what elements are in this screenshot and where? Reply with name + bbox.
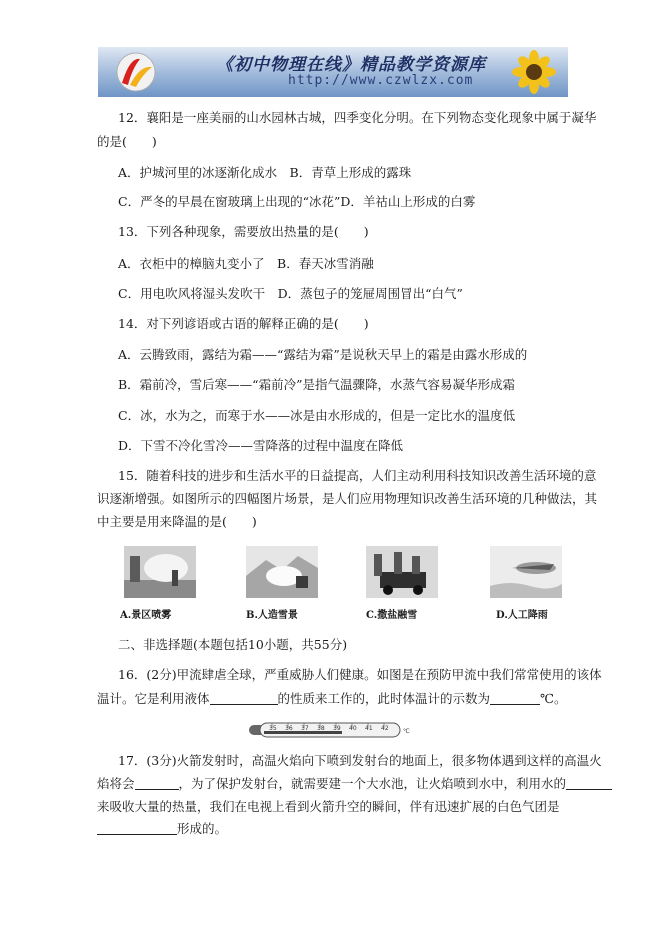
q12-stem-line2: 的是( ): [97, 134, 157, 149]
q15-stem-line3: 中主要是用来降温的是( ): [97, 514, 257, 529]
scale-unit: ℃: [403, 728, 410, 735]
scale-41: 41: [365, 725, 373, 732]
scale-40: 40: [349, 725, 357, 732]
scale-36: 36: [285, 725, 293, 732]
salt-melting-snow-image: [366, 546, 438, 598]
scenic-spray-image: [124, 546, 196, 598]
q14-option-a: A．云腾致雨，露结为霜——“露结为霜”是说秋天早上的霜是由露水形成的: [118, 347, 528, 362]
q16-text-c: ℃。: [540, 691, 567, 706]
q14-option-c: C．冰，水为之，而寒于水——冰是由水形成的，但是一定比水的温度低: [118, 408, 516, 423]
q15-stem-line1: 15．随着科技的进步和生活水平的日益提高，人们主动利用科技知识改善生活环境的意: [118, 468, 597, 483]
q17-blank-1[interactable]: [135, 777, 179, 790]
q15-label-b: B.人造雪景: [246, 610, 298, 621]
q17-line3: 来吸收大量的热量，我们在电视上看到火箭升空的瞬间，伴有迅速扩展的白色气团是: [97, 799, 560, 814]
q17-line1: 17．(3分)火箭发射时，高温火焰向下喷到发射台的地面上，很多物体遇到这样的高温火: [118, 753, 602, 768]
logo-icon: [110, 51, 162, 93]
q17-text-d: 形成的。: [177, 821, 228, 836]
q16-blank-1[interactable]: [210, 692, 278, 705]
q16-blank-2[interactable]: [490, 692, 540, 705]
q13-stem: 13．下列各种现象，需要放出热量的是( ): [118, 224, 369, 239]
scale-42: 42: [381, 725, 389, 732]
q16-text-a: 温计。它是利用液体: [97, 691, 210, 706]
scale-37: 37: [301, 725, 309, 732]
q14-stem: 14．对下列谚语或古语的解释正确的是( ): [118, 316, 369, 331]
scale-35: 35: [269, 725, 277, 732]
scale-38: 38: [317, 725, 325, 732]
section-2-heading: 二、非选择题(本题包括10小题，共55分): [118, 637, 348, 652]
header-banner: [98, 47, 568, 97]
q15-pictures: [118, 546, 558, 626]
q17-line4: [97, 821, 227, 837]
q15-label-d: D.人工降雨: [496, 610, 548, 621]
q16-line2: [97, 691, 567, 707]
q13-option-ab: A．衣柜中的樟脑丸变小了 B．春天冰雪消融: [118, 256, 374, 271]
q16-line1: 16．(2分)甲流肆虐全球，严重威胁人们健康。如图是在预防甲流中我们常常使用的该体: [118, 667, 602, 682]
q14-option-d: D．下雪不冷化雪冷——雪降落的过程中温度在降低: [118, 438, 404, 453]
q16-text-b: 的性质来工作的，此时体温计的示数为: [277, 691, 491, 706]
q12-stem-line1: 12．襄阳是一座美丽的山水园林古城，四季变化分明。在下列物态变化现象中属于凝华: [118, 110, 597, 125]
banner-title: 《初中物理在线》精品教学资源库: [216, 55, 486, 75]
thermometer-icon: [248, 719, 418, 741]
scale-39: 39: [333, 725, 341, 732]
q12-option-cd: C．严冬的早晨在窗玻璃上出现的“冰花”D．羊祜山上形成的白雾: [118, 194, 476, 209]
q14-option-b: B．霜前冷，雪后寒——“霜前冷”是指气温骤降，水蒸气容易凝华形成霜: [118, 377, 515, 392]
q15-stem-line2: 识逐渐增强。如图所示的四幅图片场景，是人们应用物理知识改善生活环境的几种做法，其: [97, 491, 598, 506]
q12-option-ab: A．护城河里的冰逐渐化成水 B．青草上形成的露珠: [118, 165, 412, 180]
q17-blank-2[interactable]: [566, 777, 612, 790]
q13-option-cd: C．用电吹风将湿头发吹干 D．蒸包子的笼屉周围冒出“白气”: [118, 286, 463, 301]
sunflower-icon: [504, 47, 564, 97]
q15-label-a: A.景区喷雾: [120, 610, 172, 621]
q17-text-b: ，为了保护发射台，就需要建一个大水池，让火焰喷到水中，利用水的: [178, 776, 567, 791]
artificial-snow-image: [246, 546, 318, 598]
q17-line2: [97, 776, 612, 792]
banner-url[interactable]: http://www.czwlzx.com: [288, 73, 474, 88]
artificial-rain-image: [490, 546, 562, 598]
q17-blank-3[interactable]: [97, 822, 177, 835]
q15-label-c: C.撒盐融雪: [366, 610, 418, 621]
q17-text-a: 焰将会: [97, 776, 135, 791]
